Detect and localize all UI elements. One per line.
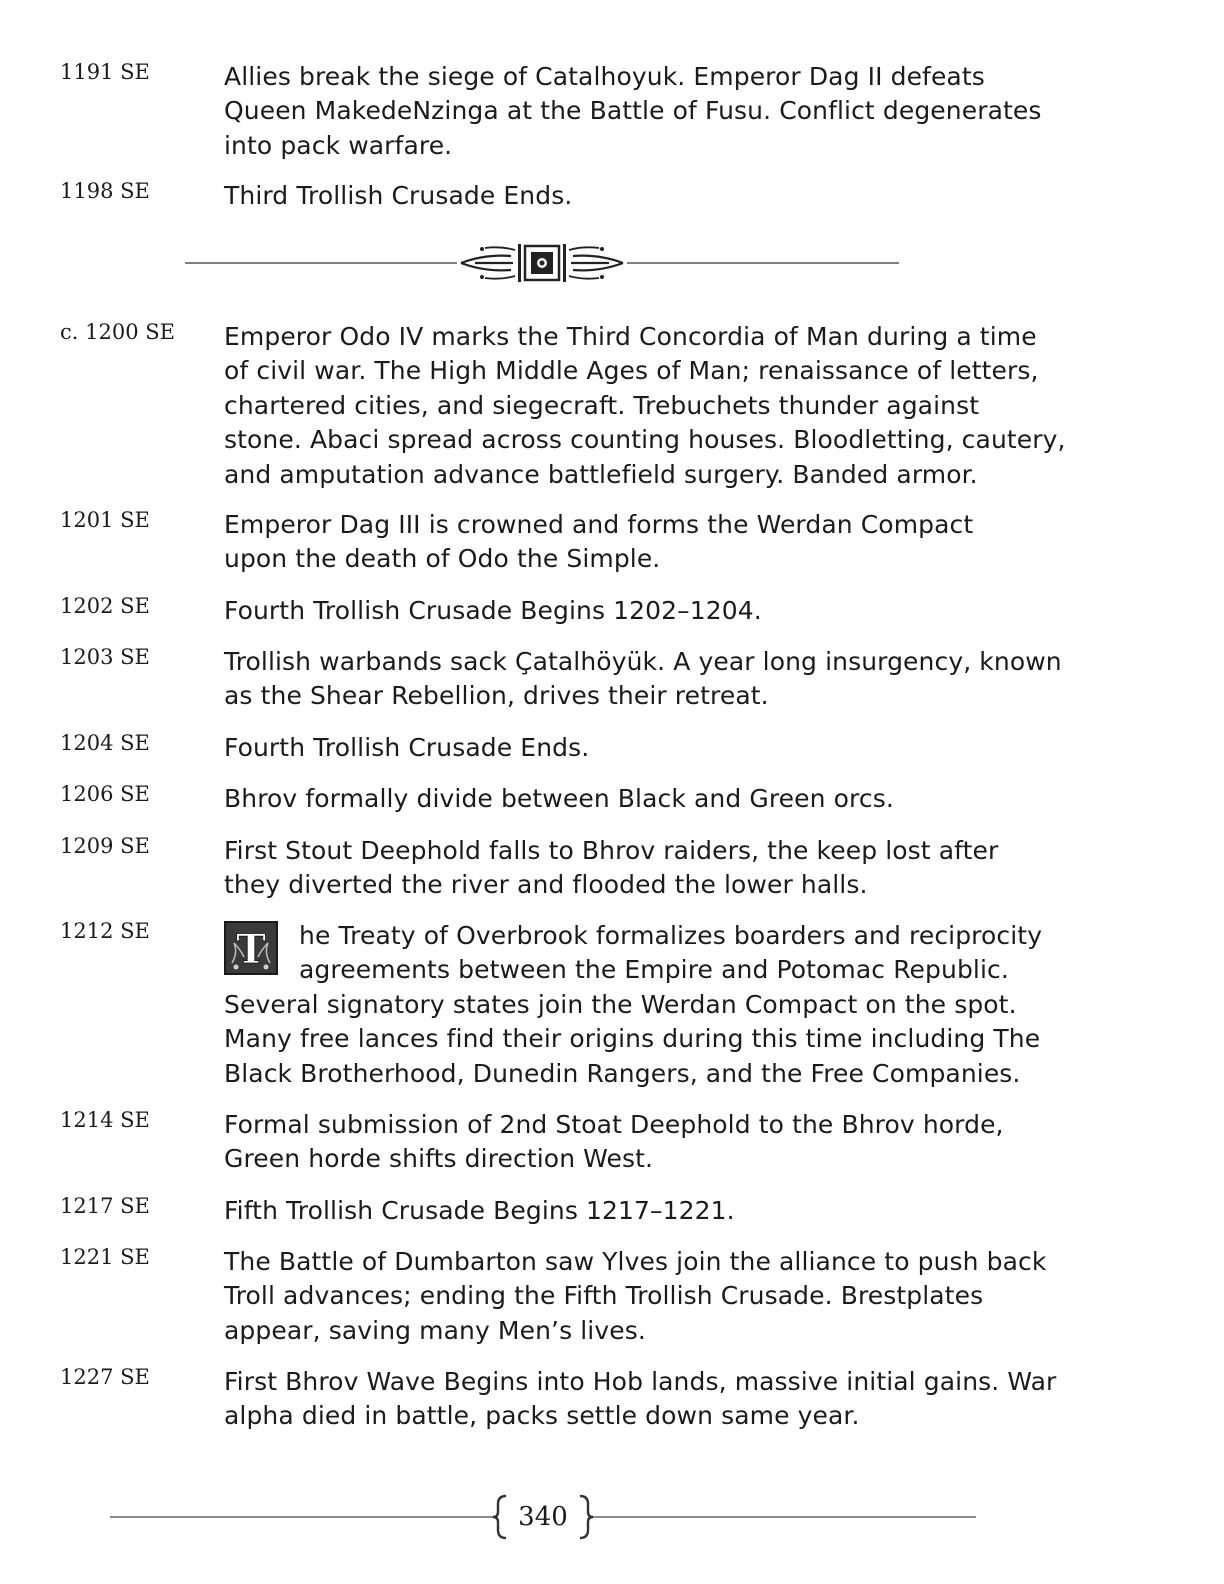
entry-line: of civil war. The High Middle Ages of Man; renaissance of letters, <box>224 356 1039 386</box>
drop-cap-letter: T <box>236 926 266 973</box>
entry-line: Bhrov formally divide between Black and Green orcs. <box>224 784 894 813</box>
entry-text <box>224 919 1043 1091</box>
entry-text <box>224 782 1024 816</box>
entry-line: Emperor Dag III is crowned and forms the Werdan Compact <box>224 510 974 539</box>
entry-line: into pack warfare. <box>224 130 453 160</box>
entry-line: Fourth Trollish Crusade Begins 1202–1204. <box>224 596 762 625</box>
entry-line: agreements between the Empire and Potomac Republic. <box>299 955 1009 985</box>
entry-text <box>224 834 1024 903</box>
entry-text <box>224 508 1024 577</box>
entry-line: First Bhrov Wave Begins into Hob lands, massive initial gains. War <box>224 1367 1057 1396</box>
entry-line: stone. Abaci spread across counting houses. Bloodletting, cautery, <box>224 425 1066 455</box>
entry-line: Black Brotherhood, Dunedin Rangers, and the Free Companies. <box>224 1058 1021 1088</box>
entry-date: 1209 SE <box>60 834 150 858</box>
entry-line: upon the death of Odo the Simple. <box>224 544 661 574</box>
entry-date: 1203 SE <box>60 645 150 669</box>
entry-line: appear, saving many Men’s lives. <box>224 1315 646 1345</box>
entry-line: Allies break the siege of Catalhoyuk. Emperor Dag II defeats <box>224 62 985 91</box>
entry-date: 1204 SE <box>60 731 150 755</box>
entry-text <box>224 645 1062 714</box>
entry-line: Emperor Odo IV marks the Third Concordia of Man during a time <box>224 322 1037 351</box>
entry-line: and amputation advance battlefield surgery. Banded armor. <box>224 459 978 489</box>
entry-date: 1191 SE <box>60 60 150 84</box>
entry-date: 1198 SE <box>60 179 150 203</box>
entry-line: Queen MakedeNzinga at the Battle of Fusu. Conflict degenerates <box>224 96 1042 126</box>
entry-date: 1227 SE <box>60 1365 150 1389</box>
entry-line: Many free lances find their origins during this time including The <box>224 1024 1041 1054</box>
entry-line: Trollish warbands sack Çatalhöyük. A year long insurgency, known <box>224 647 1062 676</box>
entry-line: Several signatory states join the Werdan Compact on the spot. <box>224 989 1017 1019</box>
entry-date: 1221 SE <box>60 1245 150 1269</box>
entry-line: alpha died in battle, packs settle down same year. <box>224 1401 860 1431</box>
entry-text <box>224 731 1024 765</box>
scroll-ornament-icon <box>185 238 899 288</box>
page-footer <box>110 1490 976 1546</box>
entry-text <box>224 320 1066 492</box>
entry-text <box>224 1245 1047 1348</box>
entry-line: Green horde shifts direction West. <box>224 1144 654 1174</box>
page-number: 340 <box>518 1502 568 1532</box>
entry-line: Fourth Trollish Crusade Ends. <box>224 733 590 762</box>
entry-line: chartered cities, and siegecraft. Trebuchets thunder against <box>224 390 980 420</box>
entry-line: he Treaty of Overbrook formalizes boarders and reciprocity <box>299 921 1043 950</box>
entry-line: First Stout Deephold falls to Bhrov raiders, the keep lost after <box>224 836 999 865</box>
entry-line: Formal submission of 2nd Stoat Deephold to the Bhrov horde, <box>224 1110 1004 1139</box>
entry-date: c. 1200 SE <box>60 320 175 344</box>
entry-line: they diverted the river and flooded the lower halls. <box>224 870 868 900</box>
entry-date: 1214 SE <box>60 1108 150 1132</box>
entry-line: The Battle of Dumbarton saw Ylves join the alliance to push back <box>224 1247 1047 1276</box>
entry-date: 1217 SE <box>60 1194 150 1218</box>
section-divider <box>185 238 899 288</box>
entry-date: 1212 SE <box>60 919 150 943</box>
entry-date: 1206 SE <box>60 782 150 806</box>
entry-line: Third Trollish Crusade Ends. <box>224 181 573 210</box>
entry-text <box>224 179 1024 213</box>
entry-line: Fifth Trollish Crusade Begins 1217–1221. <box>224 1196 735 1225</box>
entry-text <box>224 60 1042 163</box>
entry-text <box>224 1194 1024 1228</box>
entry-line: Troll advances; ending the Fifth Trollish Crusade. Brestplates <box>224 1281 984 1311</box>
entry-text <box>224 594 1024 628</box>
entry-text <box>224 1365 1057 1434</box>
entry-text <box>224 1108 1024 1177</box>
entry-date: 1201 SE <box>60 508 150 532</box>
entry-line: as the Shear Rebellion, drives their retreat. <box>224 681 769 711</box>
entry-date: 1202 SE <box>60 594 150 618</box>
